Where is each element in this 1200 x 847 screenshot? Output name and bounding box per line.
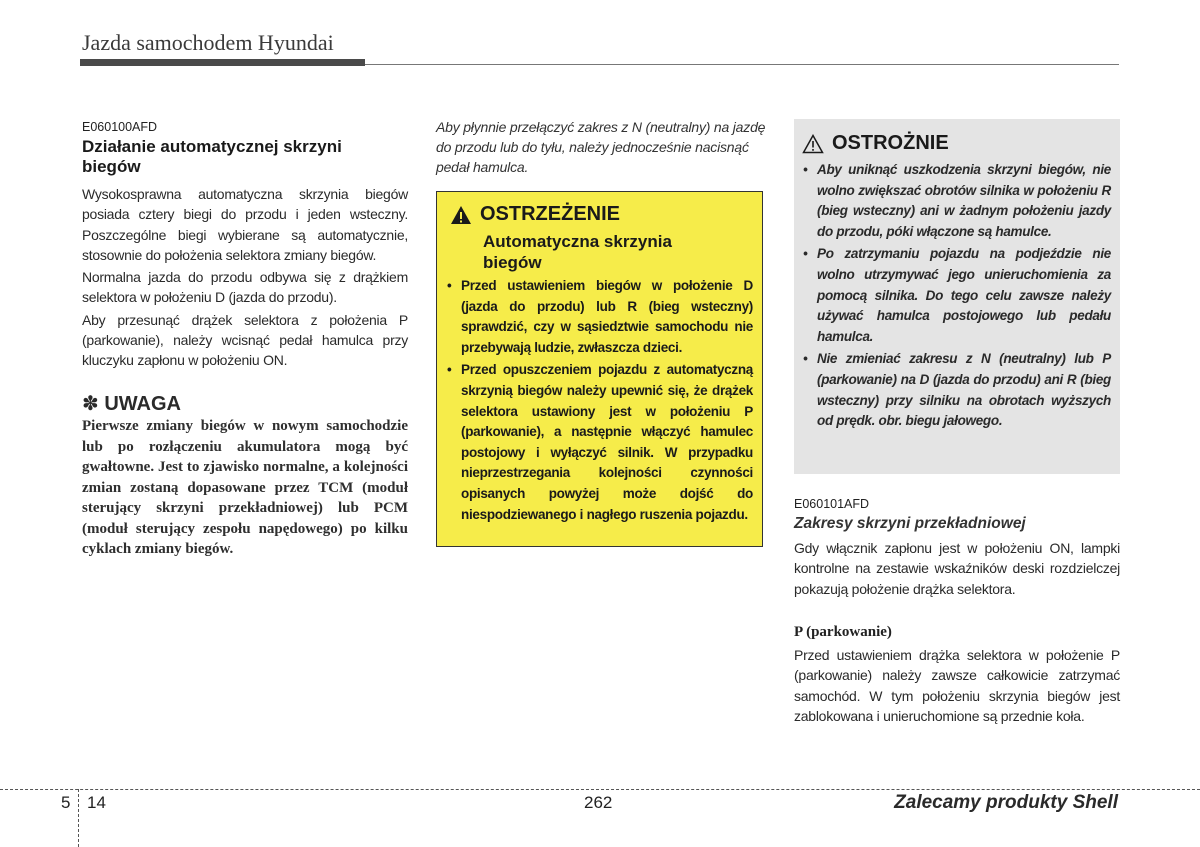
caution-title <box>802 132 949 155</box>
body-paragraph: Normalna jazda do przodu odbywa się z drążkiem selektora w położeniu D (jazda do przodu). <box>82 269 408 306</box>
warning-triangle-icon <box>450 205 472 225</box>
document-page-number: 262 <box>584 793 613 812</box>
caution-triangle-icon <box>802 134 824 154</box>
header-rule <box>365 64 1119 65</box>
section-paragraph: Gdy włącznik zapłonu jest w położeniu ON, lampki kontrolne na zestawie wskaźników deski rozdzielczej pokazują położenie drążka selektora. <box>794 540 1120 597</box>
warning-title <box>450 203 620 226</box>
p-heading: P (parkowanie) <box>794 624 892 640</box>
section-body <box>82 184 408 373</box>
note-title: UWAGA <box>104 393 181 415</box>
warning-subtitle: Automatyczna skrzynia biegów <box>483 232 672 272</box>
caution-title-text: OSTROŻNIE <box>832 132 949 154</box>
caution-item: • Nie zmieniać zakresu z N (neutralny) lub P (parkowanie) na D (jazda do przodu) ani R (bieg wsteczny) przy silniku na obrotach wyższych od prędk. obr. biegu jałowego. <box>803 349 1111 431</box>
caution-item: • Po zatrzymaniu pojazdu na podjeździe nie wolno utrzymywać jego unieruchomienia za pomocą silnika. Do tego celu zawsze należy używać hamulca postojowego lub pedału hamulca. <box>803 244 1111 347</box>
caution-item: • Aby uniknąć uszkodzenia skrzyni biegów, nie wolno zwiększać obrotów silnika w położeniu R (bieg wsteczny) ani w żadnym położeniu jazdy do przodu, póki włączone są hamulce. <box>803 160 1111 242</box>
note-text: Pierwsze zmiany biegów w nowym samochodzie lub po rozłączeniu akumulatora mogą być gwałtowne. Jest to zjawisko normalne, a kolejności zmian zostaną dopasowane przez TCM (moduł sterujący skrzyni przekładniowej) lub PCM (moduł sterujący zespołu napędowego) po kilku cyklach zmiany biegów. <box>82 418 408 557</box>
footer-brand: Zalecamy produkty Shell <box>894 792 1118 813</box>
body-paragraph: Aby przesunąć drążek selektora z położenia P (parkowanie), należy wcisnąć pedał hamulca przy kluczyku zapłonu w położeniu ON. <box>82 311 408 369</box>
warning-item: • Przed opuszczeniem pojazdu z automatyczną skrzynią biegów należy upewnić się, że drążek selektora ustawiony jest w położeniu P (parkowanie), a następnie włączyć hamulec postojowy i wyłączyć silnik. W przypadku nieprzestrzegania kolejności czynności opisanych powyżej może dojść do niespodziewanego i nagłego ruszenia pojazdu. <box>447 360 753 525</box>
section-heading: Działanie automatycznej skrzyni biegów <box>82 137 342 176</box>
header-bar <box>80 59 365 66</box>
section-code-2: E060101AFD <box>794 497 870 511</box>
p-paragraph: Przed ustawieniem drążka selektora w położenie P (parkowanie) należy zawsze całkowicie zatrzymać samochód. W tym położeniu skrzynia biegów jest zablokowana i unieruchomione są przednie koła. <box>794 647 1120 724</box>
section-number: 5 <box>61 793 71 812</box>
section-code: E060100AFD <box>82 120 158 134</box>
footer-rule <box>0 789 1200 790</box>
body-paragraph: Wysokosprawna automatyczna skrzynia biegów posiada cztery biegi do przodu i jeden wsteczny. Poszczególne biegi wybierane są automatycznie, stosownie do położenia selektora zmiany biegów. <box>82 186 408 263</box>
warning-list <box>447 276 753 527</box>
footer-divider <box>78 789 79 847</box>
section-subheading: Zakresy skrzyni przekładniowej <box>794 515 1026 532</box>
intro-note: Aby płynnie przełączyć zakres z N (neutralny) na jazdę do przodu lub do tyłu, należy jednocześnie nacisnąć pedał hamulca. <box>436 119 766 175</box>
warning-title-text: OSTRZEŻENIE <box>480 203 621 225</box>
note-asterisk-icon: ✽ <box>82 393 99 415</box>
caution-list <box>803 160 1111 434</box>
page-number: 14 <box>87 793 106 812</box>
warning-item: • Przed ustawieniem biegów w położenie D (jazda do przodu) lub R (bieg wsteczny) sprawdzić, czy w sąsiedztwie samochodu nie przebywają ludzie, zwłaszcza dzieci. <box>447 276 753 358</box>
running-header: Jazda samochodem Hyundai <box>82 30 334 55</box>
note-heading <box>82 391 181 416</box>
